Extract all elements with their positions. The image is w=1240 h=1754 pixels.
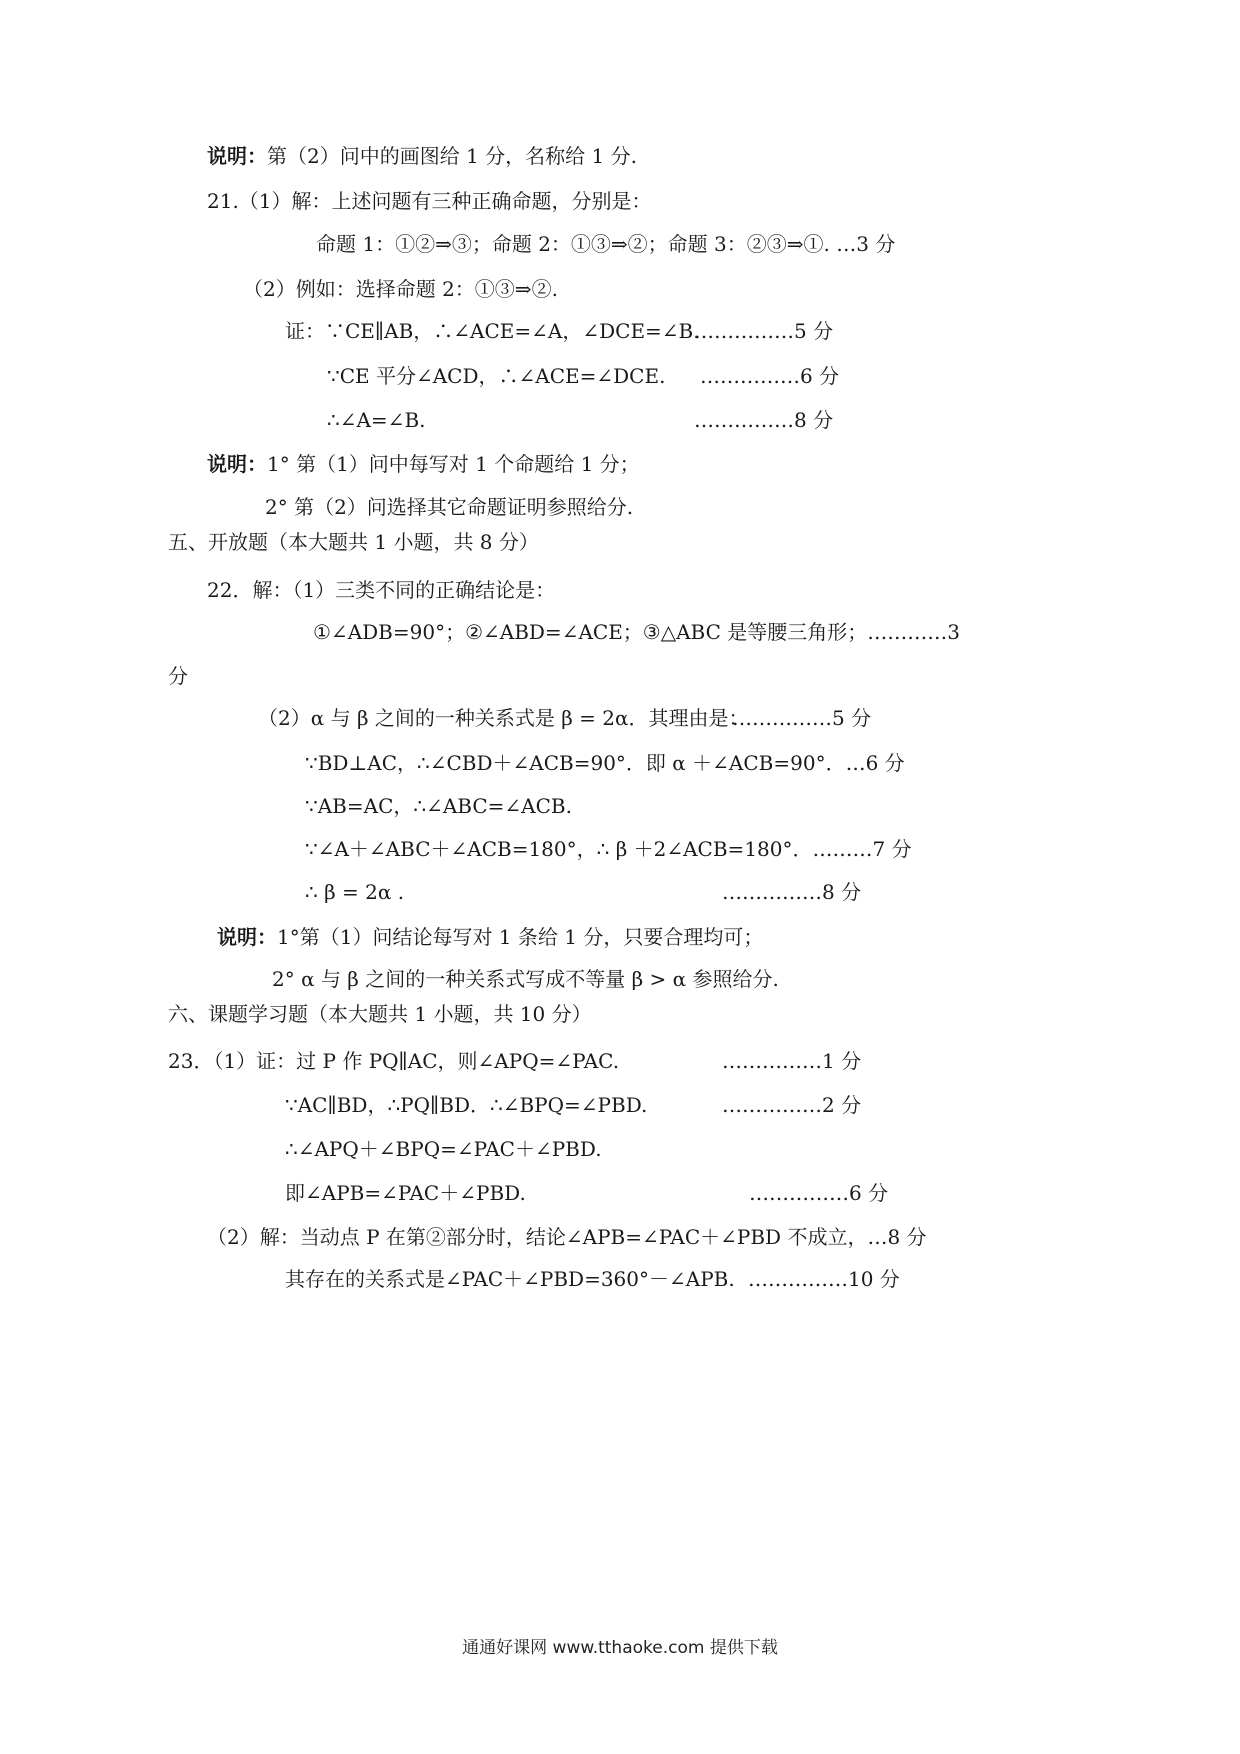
reason-line-4: ∴ β = 2α . — [305, 880, 405, 904]
proof-line-2: ∵CE 平分∠ACD，∴∠ACE=∠DCE. — [327, 364, 666, 388]
note-line — [217, 922, 763, 952]
note-text: 1°第（1）问结论每写对 1 条给 1 分，只要合理均可； — [277, 925, 764, 949]
proof-line-3: ∴∠A=∠B. — [327, 408, 426, 432]
note-text: 第（2）问中的画图给 1 分，名称给 1 分. — [267, 144, 637, 168]
note-label: 说明： — [217, 925, 277, 949]
relation-line: （2）α 与 β 之间的一种关系式是 β = 2α．其理由是： — [258, 706, 749, 730]
footer-credit: 通通好课网 www.tthaoke.com 提供下载 — [462, 1638, 778, 1658]
problem-23-line-2: ∵AC∥BD，∴PQ∥BD．∴∠BPQ=∠PBD. — [285, 1093, 648, 1117]
problem-23-line-3: ∴∠APQ＋∠BPQ=∠PAC＋∠PBD. — [285, 1137, 602, 1161]
score-8: ……………8 分 — [694, 408, 834, 432]
note-line-2: 2° 第（2）问选择其它命题证明参照给分. — [265, 495, 634, 519]
problem-23-line-4: 即∠APB=∠PAC＋∠PBD. — [285, 1181, 526, 1205]
note-label: 说明： — [207, 144, 267, 168]
problem-21-header: 21.（1）解：上述问题有三种正确命题，分别是： — [207, 189, 652, 213]
score-5: ……………5 分 — [732, 706, 872, 730]
score-10: ……………10 分 — [748, 1267, 900, 1291]
conclusions-line-wrap: 分 — [168, 664, 188, 688]
section-heading-5: 五、开放题（本大题共 1 小题，共 8 分） — [168, 530, 539, 554]
problem-22-header: 22．解：（1）三类不同的正确结论是： — [207, 578, 556, 602]
problem-23-line-5: （2）解：当动点 P 在第②部分时，结论∠APB=∠PAC＋∠PBD 不成立，…8 分 — [207, 1225, 927, 1249]
score-1: ……………1 分 — [722, 1049, 862, 1073]
note-line-2: 2° α 与 β 之间的一种关系式写成不等量 β > α 参照给分. — [272, 967, 779, 991]
note-text: 1° 第（1）问中每写对 1 个命题给 1 分； — [267, 452, 640, 476]
score-6: ……………6 分 — [700, 364, 840, 388]
reason-line-3: ∵∠A＋∠ABC＋∠ACB=180°，∴ β ＋2∠ACB=180°．………7 分 — [305, 837, 912, 861]
reason-line-1: ∵BD⊥AC，∴∠CBD＋∠ACB=90°．即 α ＋∠ACB=90°．…6 分 — [305, 751, 905, 775]
note-line — [207, 449, 640, 479]
note-label: 说明： — [207, 452, 267, 476]
conclusions-line: ①∠ADB=90°；②∠ABD=∠ACE；③△ABC 是等腰三角形；…………3 — [313, 620, 961, 644]
score-8: ……………8 分 — [722, 880, 862, 904]
score-6: ……………6 分 — [749, 1181, 889, 1205]
problem-23-line-6: 其存在的关系式是∠PAC＋∠PBD=360°－∠APB. — [285, 1267, 735, 1291]
choose-proposition-line: （2）例如：选择命题 2：①③⇒②. — [243, 277, 558, 301]
score-5: ……………5 分 — [694, 319, 834, 343]
propositions-line: 命题 1：①②⇒③；命题 2：①③⇒②；命题 3：②③⇒①. …3 分 — [316, 232, 896, 256]
reason-line-2: ∵AB=AC，∴∠ABC=∠ACB. — [305, 794, 572, 818]
problem-23-line-1: 23．（1）证：过 P 作 PQ∥AC，则∠APQ=∠PAC. — [168, 1049, 620, 1073]
note-line — [207, 141, 637, 171]
proof-line-1: 证：∵CE∥AB，∴∠ACE=∠A，∠DCE=∠B. — [285, 319, 700, 343]
section-heading-6: 六、课题学习题（本大题共 1 小题，共 10 分） — [168, 1002, 592, 1026]
score-2: ……………2 分 — [722, 1093, 862, 1117]
